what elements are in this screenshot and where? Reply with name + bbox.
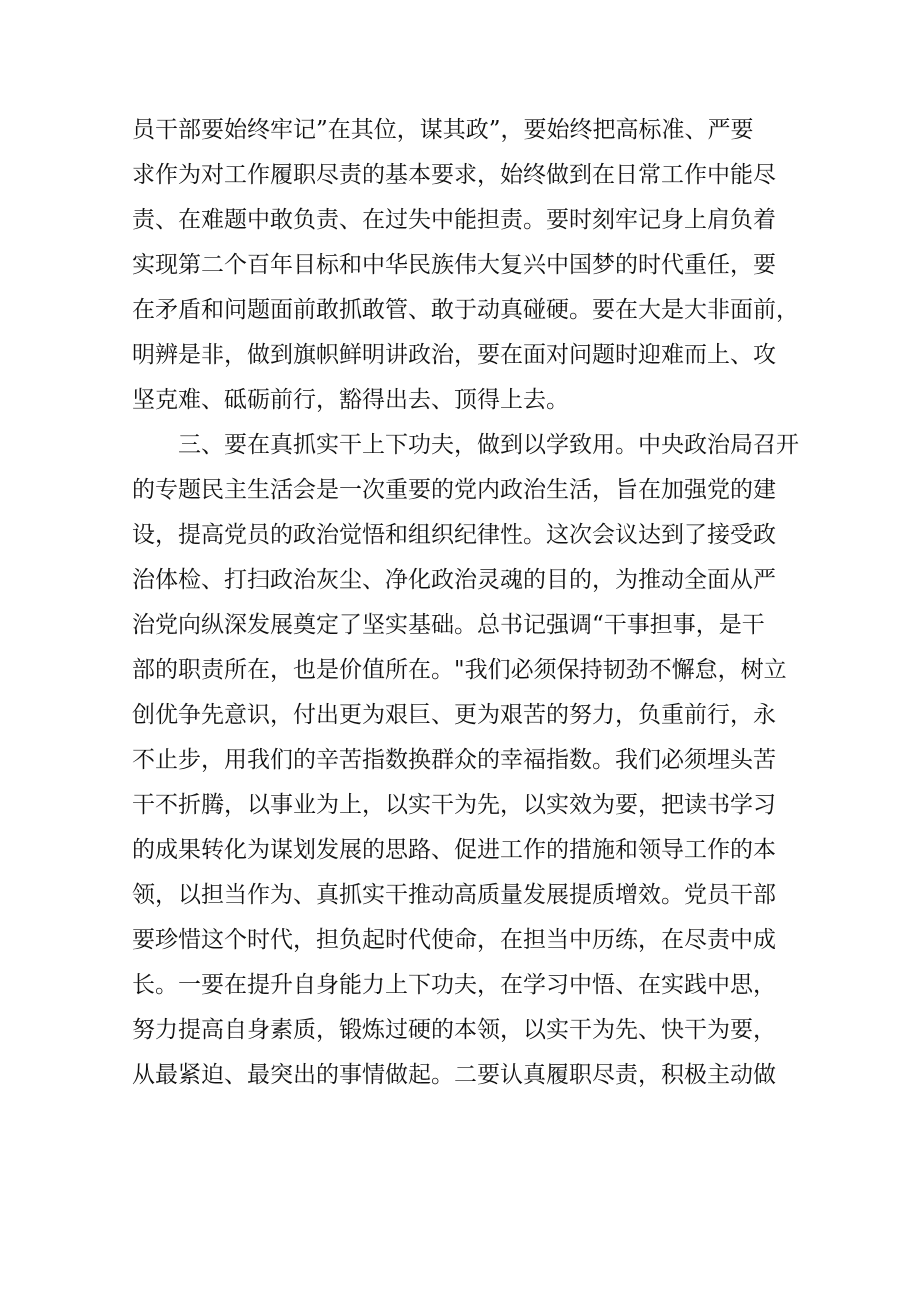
text-line: 部的职责所在，也是价值所在。"我们必须保持韧劲不懈怠，树立 <box>132 657 787 683</box>
text-line: 长。一要在提升自身能力上下功夫，在学习中悟、在实践中思， <box>132 972 776 998</box>
text-line: 实现第二个百年目标和中华民族伟大复兴中国梦的时代重任，要 <box>132 252 776 278</box>
text-line <box>132 1098 802 1143</box>
text-line: 明辨是非，做到旗帜鲜明讲政治，要在面对问题时迎难而上、攻 <box>132 342 776 368</box>
text-line: 干不折腾，以事业为上，以实干为先，以实效为要，把读书学习 <box>132 792 776 818</box>
paragraph-2 <box>132 423 802 1188</box>
document-body <box>132 108 802 1188</box>
text-line: 的专题民主生活会是一次重要的党内政治生活，旨在加强党的建 <box>132 477 776 503</box>
text-line-indented: 三、要在真抓实干上下功夫，做到以学致用。中央政治局召开 <box>178 432 799 458</box>
text-line: 坚克难、砥砺前行，豁得出去、顶得上去。 <box>132 387 569 413</box>
text-line: 在矛盾和问题面前敢抓敢管、敢于动真碰硬。要在大是大非面前， <box>132 297 799 323</box>
text-line: 设，提高党员的政治觉悟和组织纪律性。这次会议达到了接受政 <box>132 522 776 548</box>
text-line: 治党向纵深发展奠定了坚实基础。总书记强调“干事担事，是干 <box>132 612 765 638</box>
text-line: 的成果转化为谋划发展的思路、促进工作的措施和领导工作的本 <box>132 837 776 863</box>
text-line: 求作为对工作履职尽责的基本要求，始终做到在日常工作中能尽 <box>132 162 776 188</box>
text-line: 要珍惜这个时代，担负起时代使命，在担当中历练，在尽责中成 <box>132 927 776 953</box>
paragraph-1 <box>132 108 802 423</box>
text-line: 责、在难题中敢负责、在过失中能担责。要时刻牢记身上肩负着 <box>132 207 776 233</box>
text-line: 领，以担当作为、真抓实干推动高质量发展提质增效。党员干部 <box>132 882 776 908</box>
text-line: 员干部要始终牢记”在其位，谋其政”，要始终把高标准、严要 <box>132 117 754 143</box>
text-line <box>132 1143 802 1188</box>
text-line: 从最紧迫、最突出的事情做起。二要认真履职尽责，积极主动做 <box>132 1062 776 1088</box>
text-line: 治体检、打扫政治灰尘、净化政治灵魂的目的，为推动全面从严 <box>132 567 776 593</box>
text-line: 创优争先意识，付出更为艰巨、更为艰苦的努力，负重前行，永 <box>132 702 776 728</box>
text-line: 不止步，用我们的辛苦指数换群众的幸福指数。我们必须埋头苦 <box>132 747 776 773</box>
text-line: 努力提高自身素质，锻炼过硬的本领，以实干为先、快干为要， <box>132 1017 776 1043</box>
